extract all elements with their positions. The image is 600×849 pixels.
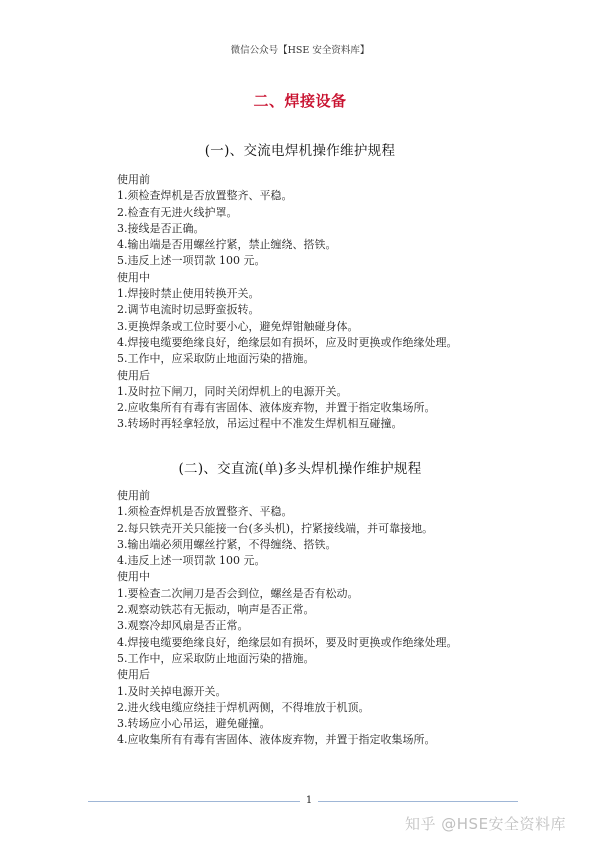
section-body-1 <box>117 172 557 433</box>
page-number: 1 <box>305 795 313 806</box>
section-body-2 <box>117 488 557 749</box>
body-line: 1.焊接时禁止使用转换开关。 <box>117 287 260 301</box>
watermark: 知乎 @HSE安全资料库 <box>405 815 567 833</box>
body-line: 5.工作中，应采取防止地面污染的措施。 <box>117 352 315 366</box>
footer-divider-left <box>88 801 300 802</box>
body-line: 4.焊接电缆要绝缘良好，绝缘层如有损坏，要及时更换或作绝缘处理。 <box>117 635 458 649</box>
body-line: 使用后 <box>117 668 150 682</box>
chapter-title: 二、焊接设备 <box>253 92 347 110</box>
body-line: 2.应收集所有有毒有害固体、液体废弃物，并置于指定收集场所。 <box>117 401 436 415</box>
body-line: 使用前 <box>117 489 150 502</box>
body-line: 1.及时拉下闸刀，同时关闭焊机上的电源开关。 <box>117 384 348 398</box>
body-line: 3.接线是否正确。 <box>117 221 205 235</box>
body-line: 3.观察冷却风扇是否正常。 <box>117 619 249 633</box>
section-title-1: (一)、交流电焊机操作维护规程 <box>204 143 396 159</box>
body-line: 3.更换焊条或工位时要小心，避免焊钳触碰身体。 <box>117 319 359 333</box>
body-line: 4.输出端是否用螺丝拧紧，禁止缠绕、搭铁。 <box>117 238 337 252</box>
body-line: 2.观察动铁芯有无振动，响声是否正常。 <box>117 603 315 617</box>
body-line: 2.检查有无进火线护罩。 <box>117 205 238 219</box>
body-line: 2.进火线电缆应绕挂于焊机两侧，不得堆放于机顶。 <box>117 700 370 714</box>
body-line: 3.转场应小心吊运，避免碰撞。 <box>117 717 271 731</box>
body-line: 使用中 <box>117 570 150 584</box>
body-line: 使用中 <box>117 270 150 284</box>
section-title-2: (二)、交直流(单)多头焊机操作维护规程 <box>178 461 422 477</box>
page-header: 微信公众号【HSE 安全资料库】 <box>230 45 370 56</box>
body-line: 2.每只铁壳开关只能接一台(多头机)，拧紧接线端，并可靠接地。 <box>117 521 434 535</box>
body-line: 3.转场时再轻拿轻放，吊运过程中不准发生焊机相互碰撞。 <box>117 417 403 431</box>
body-line: 4.违反上述一项罚款 100 元。 <box>117 554 266 568</box>
body-line: 3.输出端必须用螺丝拧紧，不得缠绕、搭铁。 <box>117 537 337 551</box>
body-line: 1.须检查焊机是否放置整齐、平稳。 <box>117 505 293 519</box>
body-line: 1.及时关掉电源开关。 <box>117 684 227 698</box>
body-line: 1.要检查二次闸刀是否会到位，螺丝是否有松动。 <box>117 586 359 600</box>
body-line: 5.工作中，应采取防止地面污染的措施。 <box>117 651 315 665</box>
body-line: 5.违反上述一项罚款 100 元。 <box>117 254 266 268</box>
footer-divider-right <box>318 801 518 802</box>
body-line: 使用前 <box>117 173 150 186</box>
body-line: 4.焊接电缆要绝缘良好，绝缘层如有损坏，应及时更换或作绝缘处理。 <box>117 335 458 349</box>
body-line: 2.调节电流时切忌野蛮扳转。 <box>117 303 260 317</box>
body-line: 1.须检查焊机是否放置整齐、平稳。 <box>117 189 293 203</box>
body-line: 4.应收集所有有毒有害固体、液体废弃物，并置于指定收集场所。 <box>117 733 436 747</box>
body-line: 使用后 <box>117 368 150 382</box>
